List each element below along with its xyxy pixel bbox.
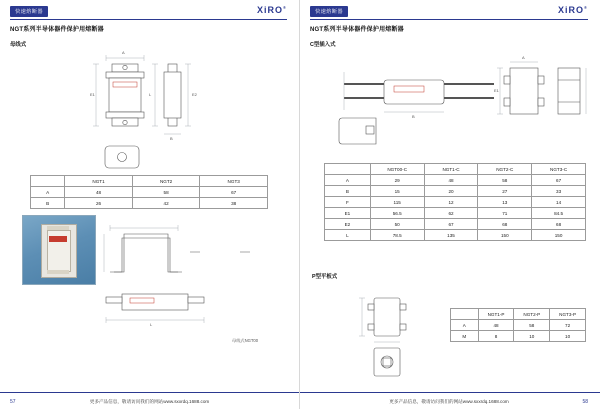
table-cell: 10 xyxy=(550,331,586,342)
table-row xyxy=(325,164,586,175)
table-row xyxy=(325,219,586,230)
table-row xyxy=(325,208,586,219)
table-cell: 68 xyxy=(478,219,532,230)
table-cell: 33 xyxy=(532,186,586,197)
table-cell: 71 xyxy=(478,208,532,219)
drawing-caption-busbar: 母线式NGT00 xyxy=(232,338,259,343)
table-row-label: A xyxy=(31,187,65,198)
table-cell: 48 xyxy=(65,187,133,198)
table-row xyxy=(31,198,268,209)
drawing-c-type-svg xyxy=(314,46,594,156)
table-cell: 38 xyxy=(200,198,268,209)
table-row-label: A xyxy=(325,175,371,186)
table-header-cell: NGT3-P xyxy=(550,309,586,320)
header-rule xyxy=(10,19,287,20)
table-row-label: M xyxy=(451,331,479,342)
dim-label-e2: E2 xyxy=(192,92,197,97)
brand-logo-right: XiRO® xyxy=(558,5,588,15)
table-row xyxy=(31,187,268,198)
table-header-cell: NGT00-C xyxy=(370,164,424,175)
footer-text-right: 更多产品信息，敬请访问我们的网站www.sxxrdq.1688.com xyxy=(389,399,509,404)
page-title: NGT系列半导体器件保护用熔断器 xyxy=(10,27,104,33)
table-row xyxy=(325,175,586,186)
table-cell: 10 xyxy=(514,331,550,342)
brand-logo: XiRO® xyxy=(257,5,287,15)
table-cell: 12 xyxy=(424,197,478,208)
table-row xyxy=(451,320,586,331)
table-cell: 67 xyxy=(200,187,268,198)
table-cell: 68 xyxy=(532,219,586,230)
table-header-cell: NGT1 xyxy=(65,176,133,187)
table-cell: 27 xyxy=(478,186,532,197)
table-row xyxy=(325,230,586,241)
table-cell: 15 xyxy=(370,186,424,197)
table-header-cell: NGT3-C xyxy=(532,164,586,175)
table-cell: 14 xyxy=(532,197,586,208)
table-busbar-dimensions xyxy=(30,175,268,209)
table-cell: 84.5 xyxy=(532,208,586,219)
table-cell: 62 xyxy=(424,208,478,219)
table-cell: 78.5 xyxy=(370,230,424,241)
header-tab-label: 快速熔断器 xyxy=(10,6,48,17)
right-page-header xyxy=(300,0,600,22)
drawing-p-type xyxy=(348,288,448,384)
page-title-right: NGT系列半导体器件保护用熔断器 xyxy=(310,27,404,33)
dim-label-e1: E1 xyxy=(90,92,95,97)
dim-label-l: L xyxy=(149,92,152,97)
table-cell: 135 xyxy=(424,230,478,241)
table-row-label: L xyxy=(325,230,371,241)
table-cell: 115 xyxy=(370,197,424,208)
dim-label-l2: L xyxy=(150,322,153,327)
table-cell: 58 xyxy=(478,175,532,186)
drawing-bracket xyxy=(100,212,280,342)
table-cell: 26 xyxy=(65,198,133,209)
table-header-cell: NGT1-C xyxy=(424,164,478,175)
table-cell: 50 xyxy=(370,219,424,230)
table-cell: 58 xyxy=(514,320,550,331)
drawing-bracket-svg xyxy=(100,212,280,342)
header-rule-right xyxy=(310,19,588,20)
drawing-busbar-front xyxy=(60,46,260,171)
table-row-label: B xyxy=(31,198,65,209)
table-row-label: B xyxy=(325,186,371,197)
table-cell: 8 xyxy=(478,331,514,342)
dim-label-a-c: A xyxy=(522,55,525,60)
table-cell: 20 xyxy=(424,186,478,197)
table-row xyxy=(325,197,586,208)
dim-label-e1-c: E1 xyxy=(494,88,499,93)
drawing-p-type-svg xyxy=(348,288,448,384)
table-cell: 48 xyxy=(424,175,478,186)
photo-fuse-cap-bottom xyxy=(47,270,69,274)
page-number-right: 58 xyxy=(582,399,588,405)
table-row-label: A xyxy=(451,320,479,331)
subsection-busbar-title: 母线式 xyxy=(10,42,27,48)
table-cell: 42 xyxy=(132,198,200,209)
table-cell: 56.5 xyxy=(370,208,424,219)
table-row-label: E1 xyxy=(325,208,371,219)
table-cell: 29 xyxy=(370,175,424,186)
drawing-c-type xyxy=(314,46,594,156)
table-row xyxy=(451,309,586,320)
table-header-cell: NGT1-P xyxy=(478,309,514,320)
left-page-header xyxy=(0,0,299,22)
photo-fuse-label xyxy=(49,236,67,242)
table-row xyxy=(451,331,586,342)
dim-label-a: A xyxy=(122,50,125,55)
drawing-busbar-svg xyxy=(60,46,260,171)
table-cell: 150 xyxy=(478,230,532,241)
table-header-cell: NGT2-C xyxy=(478,164,532,175)
table-header-cell xyxy=(325,164,371,175)
table-cell: 72 xyxy=(550,320,586,331)
subsection-c-type-title: C型插入式 xyxy=(310,42,336,48)
dim-label-b: B xyxy=(170,136,173,141)
table-header-cell: NGT3 xyxy=(200,176,268,187)
brand-text: XiRO xyxy=(257,5,284,15)
table-header-cell xyxy=(451,309,479,320)
footer-text-left: 更多产品信息，敬请访问我们的网站www.sxxrdq.1688.com xyxy=(89,399,210,404)
table-p-type-dimensions xyxy=(450,308,586,342)
page-number-left: 57 xyxy=(10,399,16,405)
product-photo xyxy=(22,215,96,285)
table-row xyxy=(325,186,586,197)
table-cell: 150 xyxy=(532,230,586,241)
table-cell: 67 xyxy=(532,175,586,186)
dim-label-b-c: B xyxy=(412,114,415,119)
table-row-label: E2 xyxy=(325,219,371,230)
brand-text-right: XiRO xyxy=(558,5,585,15)
table-header-cell: NGT2 xyxy=(132,176,200,187)
table-c-type-dimensions xyxy=(324,163,586,241)
header-tab-label-right: 快速熔断器 xyxy=(310,6,348,17)
table-cell: 48 xyxy=(478,320,514,331)
table-cell: 67 xyxy=(424,219,478,230)
right-page xyxy=(300,0,600,409)
table-row-label: F xyxy=(325,197,371,208)
subsection-p-type-title: P型平板式 xyxy=(312,274,338,280)
table-header-cell xyxy=(31,176,65,187)
table-row xyxy=(31,176,268,187)
table-header-cell: NGT2-P xyxy=(514,309,550,320)
photo-fuse-cap-top xyxy=(47,226,69,230)
table-cell: 13 xyxy=(478,197,532,208)
table-cell: 58 xyxy=(132,187,200,198)
